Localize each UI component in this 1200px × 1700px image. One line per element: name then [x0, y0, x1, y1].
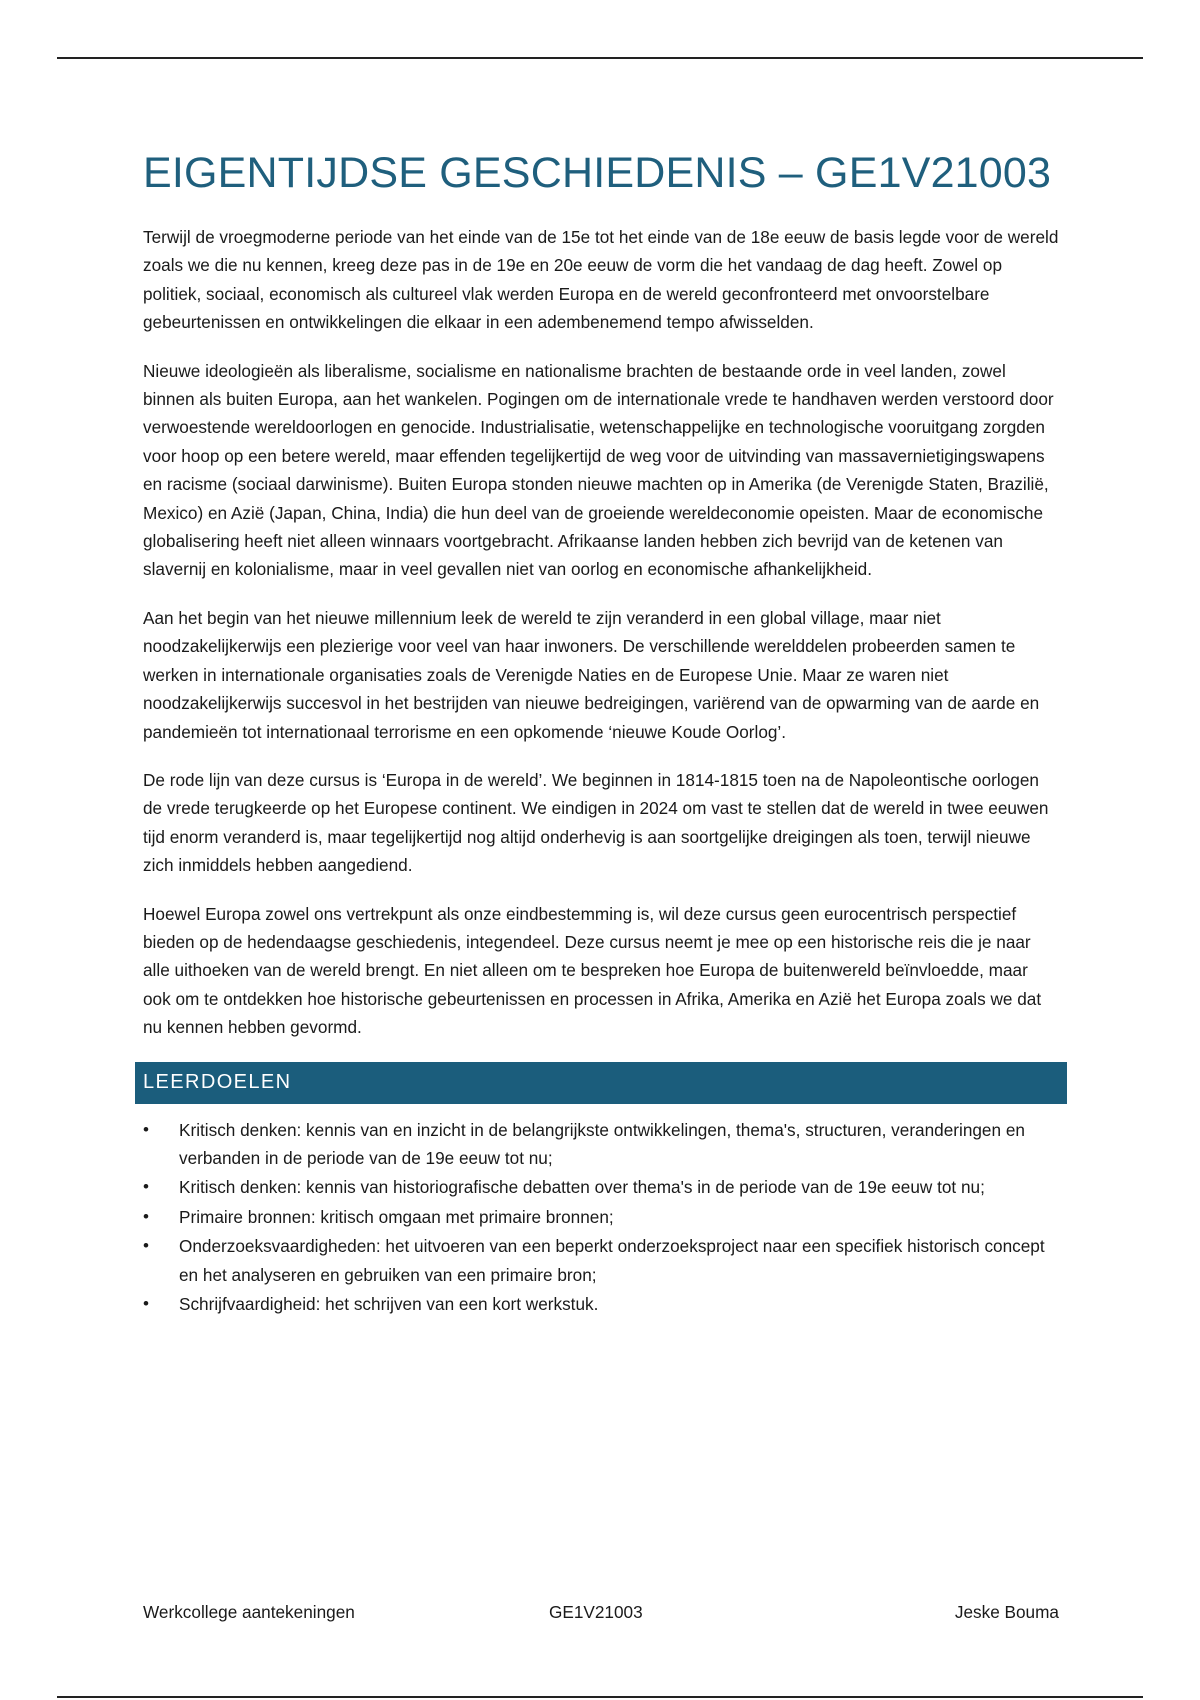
list-item: [143, 1116, 1059, 1173]
list-item: [143, 1290, 1059, 1318]
bullet-icon: •: [143, 1294, 149, 1313]
paragraph-millennium: Aan het begin van het nieuwe millennium leek de wereld te zijn veranderd in een global village, maar niet noodzakelijkerwijs een plezierige voor veel van haar inwoners. De verschillende werelddelen probeerden samen te werken in internationale organisaties zoals de Verenigde Naties en de Europese Unie. Maar ze waren niet noodzakelijkerwijs succesvol in het bestrijden van nieuwe bedreigingen, variërend van de opwarming van de aarde en pandemieën tot internationaal terrorisme en een opkomende ‘nieuwe Koude Oorlog’.: [143, 607, 1040, 742]
list-item: [143, 1203, 1059, 1231]
section-heading-leerdoelen: [135, 1062, 1067, 1104]
footer-left-text: Werkcollege aantekeningen: [143, 1602, 355, 1622]
list-item-text: Kritisch denken: kennis van en inzicht in de belangrijkste ontwikkelingen, thema's, structuren, veranderingen en verbanden in de periode van de 19e eeuw tot nu;: [179, 1119, 1025, 1168]
footer-course-code: GE1V21003: [549, 1602, 643, 1622]
paragraph-common-thread: De rode lijn van deze cursus is ‘Europa in de wereld’. We beginnen in 1814-1815 toen na de Napoleontische oorlogen de vrede terugkeerde op het Europese continent. We eindigen in 2024 om vast te stellen dat de wereld in twee eeuwen tijd enorm veranderd is, maar tegelijkertijd nog altijd onderhevig is aan soortgelijke dreigingen als toen, terwijl nieuwe zich inmiddels hebben aangediend.: [143, 769, 1049, 876]
list-item-text: Onderzoeksvaardigheden: het uitvoeren van een beperkt onderzoeksproject naar een specifiek historisch concept en het analyseren en gebruiken van een primaire bron;: [179, 1236, 1045, 1285]
document-body: [143, 145, 1059, 1319]
list-item-text: Primaire bronnen: kritisch omgaan met primaire bronnen;: [179, 1206, 614, 1227]
learning-goals-list: [143, 1116, 1059, 1319]
list-item-text: Kritisch denken: kennis van historiografische debatten over thema's in de periode van de 19e eeuw tot nu;: [179, 1177, 985, 1198]
paragraph-intro: Terwijl de vroegmoderne periode van het einde van de 15e tot het einde van de 18e eeuw de basis legde voor de wereld zoals we die nu kennen, kreeg deze pas in de 19e en 20e eeuw de vorm die het vandaag de dag heeft. Zowel op politiek, sociaal, economisch als cultureel vlak werden Europa en de wereld geconfronteerd met onvoorstelbare gebeurtenissen en ontwikkelingen die elkaar in een adembenemend tempo afwisselden.: [143, 227, 1059, 333]
bottom-rule: [57, 1696, 1143, 1698]
paragraph-perspective: Hoewel Europa zowel ons vertrekpunt als onze eindbestemming is, wil deze cursus geen eurocentrisch perspectief bieden op de hedendaagse geschiedenis, integendeel. Deze cursus neemt je mee op een historische reis die je naar alle uithoeken van de wereld brengt. En niet alleen om te bespreken hoe Europa de buitenwereld beïnvloedde, maar ook om te ontdekken hoe historische gebeurtenissen en processen in Afrika, Amerika en Azië het Europa zoals we dat nu kennen hebben gevormd.: [143, 903, 1042, 1038]
footer-author: Jeske Bouma: [954, 1602, 1059, 1622]
bullet-icon: •: [143, 1206, 149, 1226]
top-rule: [57, 57, 1143, 59]
list-item: [143, 1232, 1059, 1289]
page-title: EIGENTIJDSE GESCHIEDENIS – GE1V21003: [143, 149, 1052, 197]
page-footer: [143, 1602, 1059, 1628]
bullet-icon: •: [143, 1177, 149, 1197]
list-item-text: Schrijfvaardigheid: het schrijven van een kort werkstuk.: [179, 1294, 599, 1314]
bullet-icon: •: [143, 1236, 149, 1256]
paragraph-ideologies: Nieuwe ideologieën als liberalisme, socialisme en nationalisme brachten de bestaande orde in veel landen, zowel binnen als buiten Europa, aan het wankelen. Pogingen om de internationale vrede te handhaven werden verstoord door verwoestende wereldoorlogen en genocide. Industrialisatie, wetenschappelijke en technologische vooruitgang zorgden voor hoop op een betere wereld, maar effenden tegelijkertijd de weg voor de uitvinding van massavernietigingswapens en racisme (sociaal darwinisme). Buiten Europa stonden nieuwe machten op in Amerika (de Verenigde Staten, Brazilië, Mexico) en Azië (Japan, China, India) die hun deel van de groeiende wereldeconomie opeisten. Maar de economische globalisering heeft niet alleen winnaars voortgebracht. Afrikaanse landen hebben zich bevrijd van de ketenen van slavernij en kolonialisme, maar in veel gevallen niet van oorlog en economische afhankelijkheid.: [143, 360, 1054, 580]
bullet-icon: •: [143, 1119, 149, 1139]
section-heading-text: LEERDOELEN: [143, 1071, 292, 1094]
list-item: [143, 1173, 1059, 1201]
